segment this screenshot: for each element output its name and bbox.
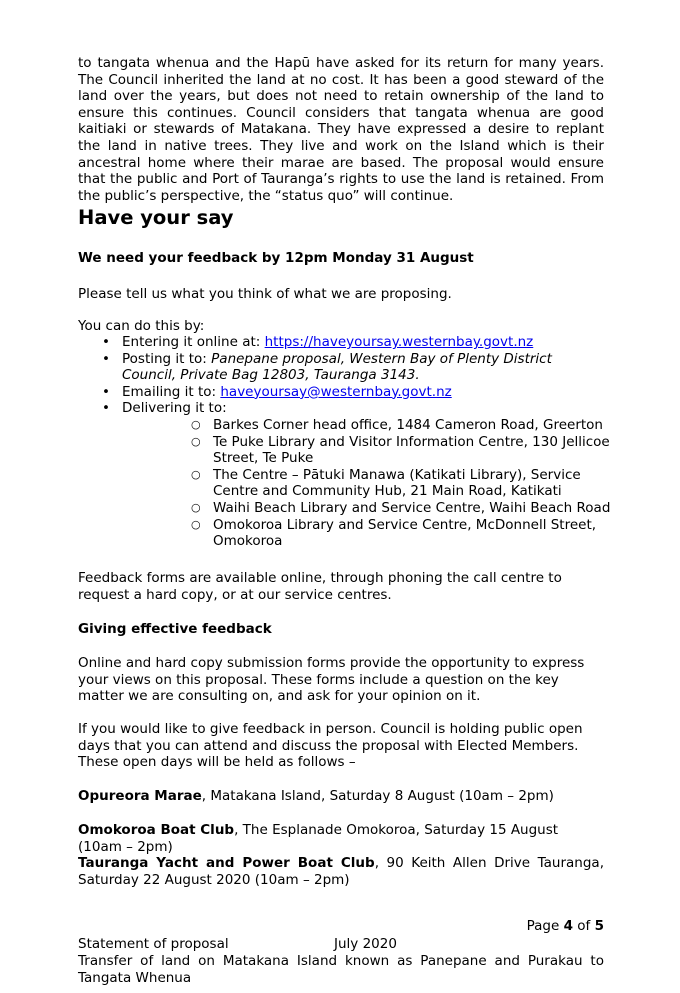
footer-doc-type: Statement of proposal — [78, 936, 229, 952]
giving-feedback-heading: Giving effective feedback — [78, 621, 272, 637]
location-item — [78, 417, 613, 434]
giving-paragraph-1: Online and hard copy submission forms provide the opportunity to express your views on this proposal. These forms include a question on the key matter we are consulting on, and ask for your opinion on it. — [78, 655, 585, 705]
delivery-locations — [78, 416, 611, 550]
intro-paragraph: to tangata whenua and the Hapū have asked for its return for many years. The Council inherited the land at no cost. It has been a good steward of the land over the years, but does not need to retain ownership of the land to ensure this continues. Council considers that tangata whenua are good kaitiaki or stewards of Matakana. They have expressed a desire to replant the land in native trees. They live and work on the Island which is their ancestral home where their marae are based. The proposal would ensure that the public and Port of Tauranga’s rights to use the land is retained. From the public’s perspective, the “status quo” will continue. — [78, 55, 604, 204]
forms-available-text: Feedback forms are available online, through phoning the call centre to request a hard copy, or at our service centres. — [78, 570, 562, 603]
page-number — [527, 918, 604, 935]
bullet-email — [78, 384, 604, 401]
open-day-venue: Omokoroa Boat Club — [78, 822, 235, 838]
giving-paragraph-2: If you would like to give feedback in person. Council is holding public open days that you can attend and discuss the proposal with Elected Members. These open days will be held as follows – — [78, 721, 583, 771]
email-link[interactable]: haveyoursay@westernbay.govt.nz — [220, 383, 452, 400]
bullet-icon: • — [102, 400, 110, 417]
circle-bullet-icon: ○ — [191, 500, 201, 514]
open-day-details: , The Esplanade Omokoroa, Saturday 15 August (10am – 2pm) — [78, 822, 559, 855]
location-text: Omokoroa Library and Service Centre, McDonnell Street, Omokoroa — [213, 516, 597, 550]
post-label: Posting it to: — [122, 350, 212, 367]
open-day-venue: Tauranga Yacht and Power Boat Club — [78, 855, 375, 871]
circle-bullet-icon: ○ — [191, 467, 201, 481]
open-day-1 — [78, 788, 604, 805]
footer-line — [78, 936, 604, 953]
online-link[interactable]: https://haveyoursay.westernbay.govt.nz — [264, 334, 534, 350]
section-heading: Have your say — [78, 206, 234, 229]
page-word: Page — [526, 918, 564, 934]
open-day-3 — [78, 855, 604, 888]
bullet-icon: • — [102, 350, 110, 367]
location-text: The Centre – Pātuki Manawa (Katikati Library), Service Centre and Community Hub, 21 Main Road, Katikati — [213, 466, 581, 500]
circle-bullet-icon: ○ — [191, 417, 201, 431]
location-item — [78, 434, 613, 467]
bullet-icon: • — [102, 334, 110, 350]
location-item — [78, 500, 613, 517]
page-total: 5 — [594, 918, 604, 934]
online-label: Entering it online at: — [122, 334, 265, 350]
of-word: of — [572, 918, 595, 934]
page-current: 4 — [563, 918, 573, 934]
open-day-venue: Opureora Marae — [78, 788, 202, 804]
open-day-details: , Matakana Island, Saturday 8 August (10am – 2pm) — [201, 788, 554, 804]
deliver-label: Delivering it to: — [122, 400, 227, 417]
location-item — [78, 517, 613, 550]
footer-date: July 2020 — [334, 936, 397, 952]
bullet-post — [78, 351, 604, 384]
bullet-online — [78, 334, 604, 351]
circle-bullet-icon: ○ — [191, 517, 201, 531]
location-item — [78, 467, 613, 500]
email-label: Emailing it to: — [122, 383, 221, 400]
location-text: Waihi Beach Library and Service Centre, Waihi Beach Road — [213, 499, 611, 516]
post-address: Panepane proposal, Western Bay of Plenty District Council, Private Bag 12803, Tauranga 3143. — [122, 350, 552, 384]
submission-methods — [78, 334, 611, 550]
open-day-2 — [78, 822, 604, 855]
bullet-icon: • — [102, 383, 110, 400]
you-can-text: You can do this by: — [78, 318, 205, 334]
location-text: Barkes Corner head office, 1484 Cameron Road, Greerton — [213, 416, 603, 433]
deadline-text: We need your feedback by 12pm Monday 31 August — [78, 250, 474, 266]
bullet-deliver — [78, 400, 604, 417]
location-text: Te Puke Library and Visitor Information Centre, 130 Jellicoe Street, Te Puke — [213, 433, 610, 467]
footer-title: Transfer of land on Matakana Island known as Panepane and Purakau to Tangata Whenua — [78, 953, 604, 986]
open-day-details: , 90 Keith Allen Drive Tauranga, Saturday 22 August 2020 (10am – 2pm) — [78, 855, 604, 888]
please-tell-text: Please tell us what you think of what we are proposing. — [78, 286, 452, 302]
circle-bullet-icon: ○ — [191, 434, 201, 448]
